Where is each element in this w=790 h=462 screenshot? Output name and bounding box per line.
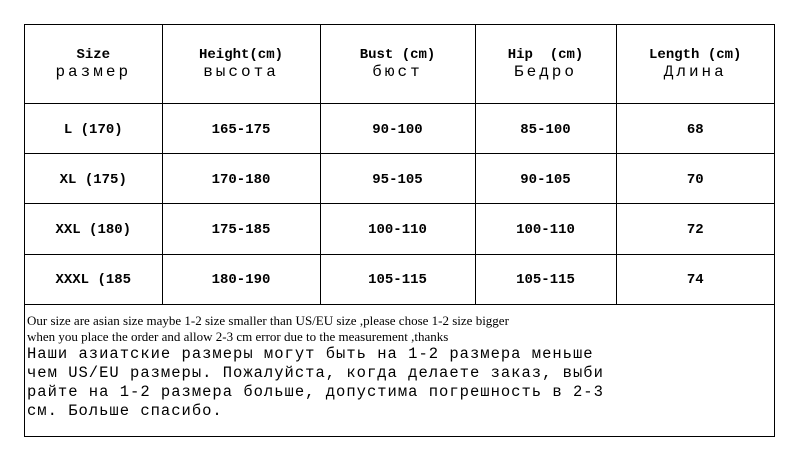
cell-length (616, 154, 774, 204)
cell-hip (475, 103, 616, 153)
header-height-en: Height(cm) (198, 46, 283, 63)
cell-value: 72 (686, 222, 704, 239)
cell-value: 105-115 (516, 272, 575, 289)
cell-value: 95-105 (372, 171, 423, 188)
cell-value: 90-105 (520, 171, 571, 188)
cell-height (162, 254, 320, 304)
header-height (162, 25, 320, 103)
size-table (25, 25, 774, 305)
cell-value: L (170) (63, 121, 123, 138)
cell-length (616, 254, 774, 304)
cell-value: XXXL (185 (55, 272, 132, 289)
header-bust (320, 25, 475, 103)
table-row (25, 254, 774, 304)
cell-size (25, 254, 162, 304)
cell-value: 68 (686, 121, 704, 138)
note-en-line1: Our size are asian size maybe 1-2 size smaller than US/EU size ,please chose 1-2 size bigger (27, 313, 509, 328)
cell-value: 100-110 (516, 222, 575, 239)
header-bust-en: Bust (cm) (359, 46, 436, 63)
header-size (25, 25, 162, 103)
header-hip-ru: Бедро (513, 62, 577, 81)
table-row (25, 204, 774, 254)
cell-value: 105-115 (368, 272, 427, 289)
cell-hip (475, 204, 616, 254)
cell-length (616, 103, 774, 153)
table-header-row (25, 25, 774, 103)
cell-size (25, 204, 162, 254)
header-length-ru: Длина (663, 62, 727, 81)
cell-value: 175-185 (211, 222, 271, 239)
header-hip-en: Hip (cm) (507, 46, 584, 63)
cell-height (162, 154, 320, 204)
table-row (25, 103, 774, 153)
note-ru-line4: см. Больше спасибо. (27, 402, 223, 420)
header-size-en: Size (76, 46, 111, 63)
cell-value: XXL (180) (55, 222, 132, 239)
cell-bust (320, 254, 475, 304)
cell-hip (475, 154, 616, 204)
header-length-en: Length (cm) (649, 46, 742, 63)
header-height-ru: высота (203, 62, 279, 81)
cell-value: 90-100 (372, 121, 423, 138)
cell-value: 74 (686, 272, 704, 289)
cell-height (162, 103, 320, 153)
note-ru-line3: райте на 1-2 размера больше, допустима погрешность в 2-3 (27, 383, 604, 401)
cell-value: 100-110 (368, 222, 427, 239)
cell-hip (475, 254, 616, 304)
cell-height (162, 204, 320, 254)
cell-size (25, 103, 162, 153)
size-note (25, 313, 774, 421)
size-chart (24, 24, 775, 437)
table-row (25, 154, 774, 204)
header-hip (475, 25, 616, 103)
cell-value: XL (175) (59, 171, 127, 188)
cell-bust (320, 204, 475, 254)
cell-value: 170-180 (211, 171, 271, 188)
cell-size (25, 154, 162, 204)
cell-value: 180-190 (211, 272, 271, 289)
cell-value: 165-175 (211, 121, 271, 138)
cell-bust (320, 154, 475, 204)
cell-length (616, 204, 774, 254)
note-ru-line2: чем US/EU размеры. Пожалуйста, когда делаете заказ, выби (27, 364, 604, 382)
header-bust-ru: бюст (372, 62, 423, 81)
note-ru-line1: Наши азиатские размеры могут быть на 1-2 размера меньше (27, 345, 594, 363)
cell-bust (320, 103, 475, 153)
header-length (616, 25, 774, 103)
cell-value: 70 (686, 171, 704, 188)
header-size-ru: размер (55, 62, 132, 81)
note-en-line2: when you place the order and allow 2-3 cm error due to the measurement ,thanks (27, 329, 449, 344)
cell-value: 85-100 (520, 121, 571, 138)
